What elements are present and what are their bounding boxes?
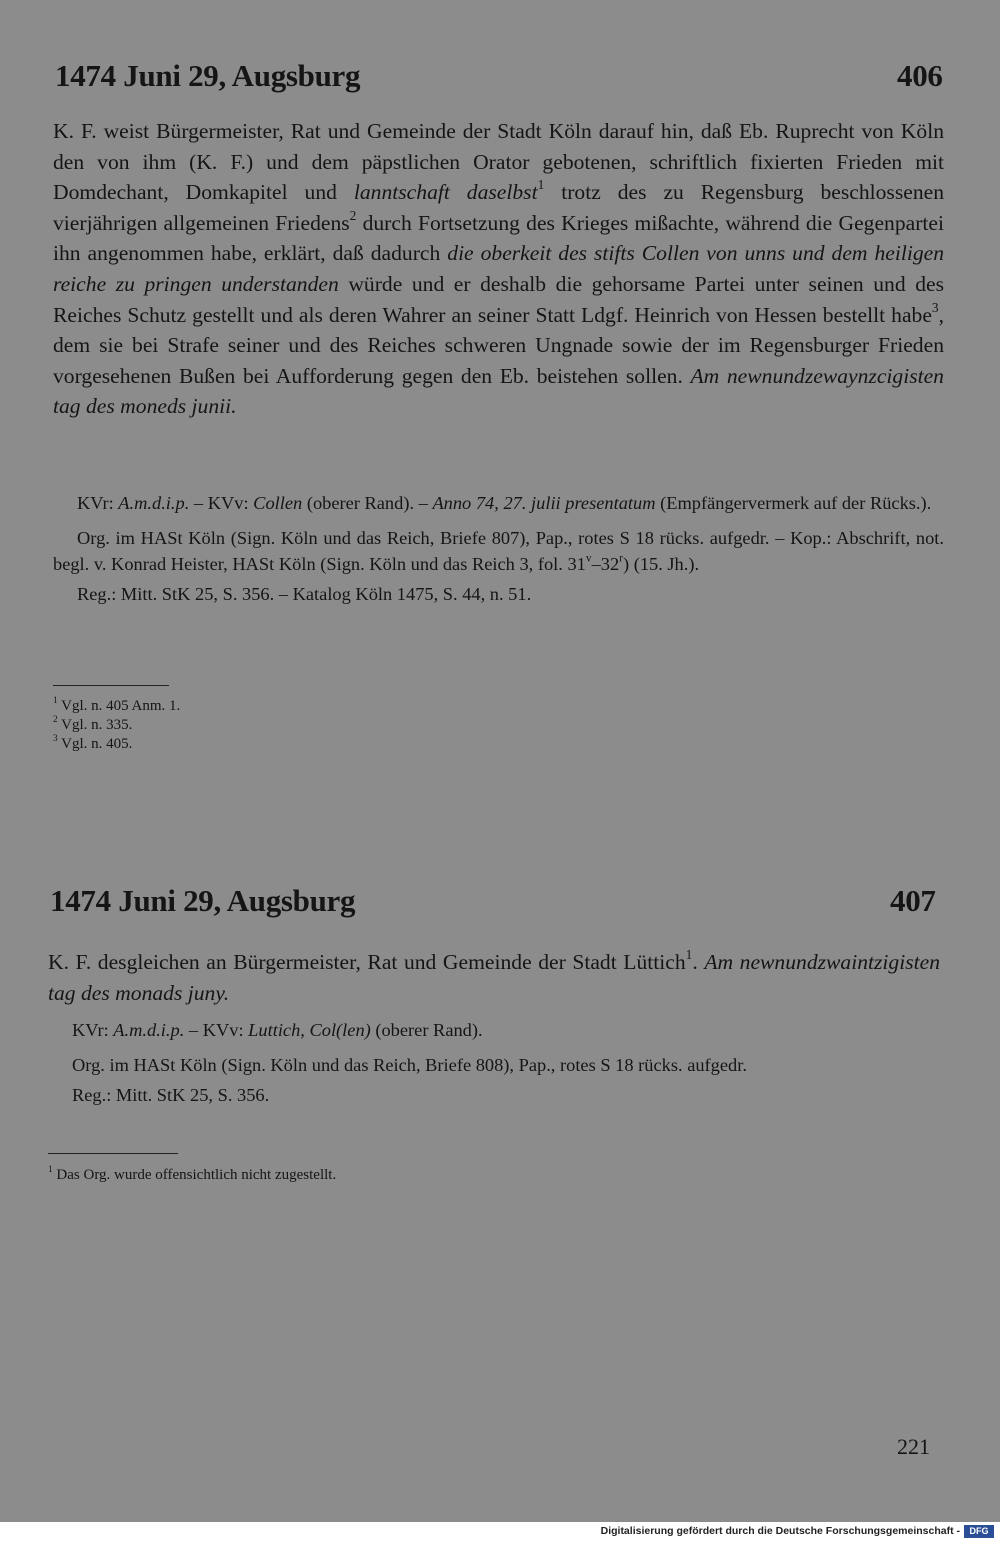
dfg-logo[interactable]: DFG xyxy=(964,1525,994,1538)
entry-406-date-place: 1474 Juni 29, Augsburg xyxy=(55,58,361,93)
entry-406-footnotes xyxy=(53,697,180,754)
kanzleivermerk: KVr: A.m.d.i.p. – KVv: Luttich, Col(len) (oberer Rand). xyxy=(72,1020,483,1040)
regest-quote: lanntschaft daselbst xyxy=(353,180,538,205)
original-note: Org. im HASt Köln (Sign. Köln und das Reich, Briefe 807), Pap., rotes S 18 rücks. aufgedr. – Kop.: Abschrift, not. begl. v. Konrad Heister, HASt Köln (Sign. Köln und das Reich 3, fol. 31$^v$–32$^r$) (15. Jh.). xyxy=(53,528,944,574)
kanzleivermerk: KVr: A.m.d.i.p. – KVv: Collen (oberer Rand). – Anno 74, 27. julii presentatum (Empfängervermerk auf der Rücks.). xyxy=(77,493,932,513)
dating-clause: Am newnundzewaynzcigisten tag des moneds junii. xyxy=(53,363,944,419)
entry-407-apparatus xyxy=(48,1017,940,1108)
footnote: $^3$ Vgl. n. 405. xyxy=(53,734,133,752)
original-note: Org. im HASt Köln (Sign. Köln und das Reich, Briefe 808), Pap., rotes S 18 rücks. aufgedr. xyxy=(72,1055,747,1075)
regest-text: K. F. weist Bürgermeister, Rat und Gemeinde der Stadt Köln darauf hin, daß Eb. Ruprecht von Köln den von ihm (K. F.) und dem päpstlichen Orator gebotenen, schriftlich fixierten Frieden mit Domdechant, Domkapitel und xyxy=(53,119,944,205)
entry-407-date-place: 1474 Juni 29, Augsburg xyxy=(50,883,356,918)
regest-text: , dem sie bei Strafe seiner und des Reiches schweren Ungnade sowie der im Regensburger Frieden vorgesehenen Bußen bei Aufforderung gegen den Eb. beistehen sollen. xyxy=(53,302,944,388)
entry-406-apparatus xyxy=(53,490,944,607)
footnote-divider xyxy=(53,685,169,686)
regest-text: . xyxy=(692,950,705,974)
footnote: $^1$ Das Org. wurde offensichtlich nicht zugestellt. xyxy=(48,1165,337,1183)
regest-text: würde und er deshalb die gehorsame Partei unter seinen und des Reiches Schutz gestellt und als deren Wahrer an seiner Statt Ldgf. Heinrich von Hessen bestellt habe xyxy=(53,271,944,327)
entry-406-regest xyxy=(53,116,944,422)
footer-bar xyxy=(0,1522,1000,1541)
regest-text: durch Fortsetzung des Krieges mißachte, während die Gegenpartei ihn angenommen habe, erklärt, daß dadurch xyxy=(53,210,944,266)
entry-407-number: 407 xyxy=(890,883,936,918)
footnote-ref[interactable]: 1 xyxy=(537,177,545,193)
funding-credit: Digitalisierung gefördert durch die Deutsche Forschungsgemeinschaft - xyxy=(600,1525,960,1537)
regesta-note: Reg.: Mitt. StK 25, S. 356. – Katalog Köln 1475, S. 44, n. 51. xyxy=(77,584,532,604)
regest-text: trotz des zu Regensburg beschlossenen vierjährigen allgemeinen Friedens xyxy=(53,180,945,235)
entry-406-number: 406 xyxy=(897,58,943,93)
footnote-ref[interactable]: 2 xyxy=(349,207,357,223)
regesta-note: Reg.: Mitt. StK 25, S. 356. xyxy=(72,1085,270,1105)
entry-407-footnotes xyxy=(48,1166,336,1185)
dating-clause: Am newnundzwaintzigisten tag des monads juny. xyxy=(48,950,941,1005)
footnote-divider xyxy=(48,1153,178,1154)
regest-text: K. F. desgleichen an Bürgermeister, Rat und Gemeinde der Stadt Lüttich xyxy=(48,950,686,974)
footnote: $^2$ Vgl. n. 335. xyxy=(53,715,133,733)
footnote-ref[interactable]: 1 xyxy=(685,946,693,962)
footnote: $^1$ Vgl. n. 405 Anm. 1. xyxy=(53,696,181,714)
entry-407-regest xyxy=(48,947,940,1008)
regest-quote: die oberkeit des stifts Collen von unns und dem heiligen reiche zu pringen understanden xyxy=(53,241,945,296)
page-number: 221 xyxy=(897,1434,930,1459)
footnote-ref[interactable]: 3 xyxy=(931,299,939,315)
